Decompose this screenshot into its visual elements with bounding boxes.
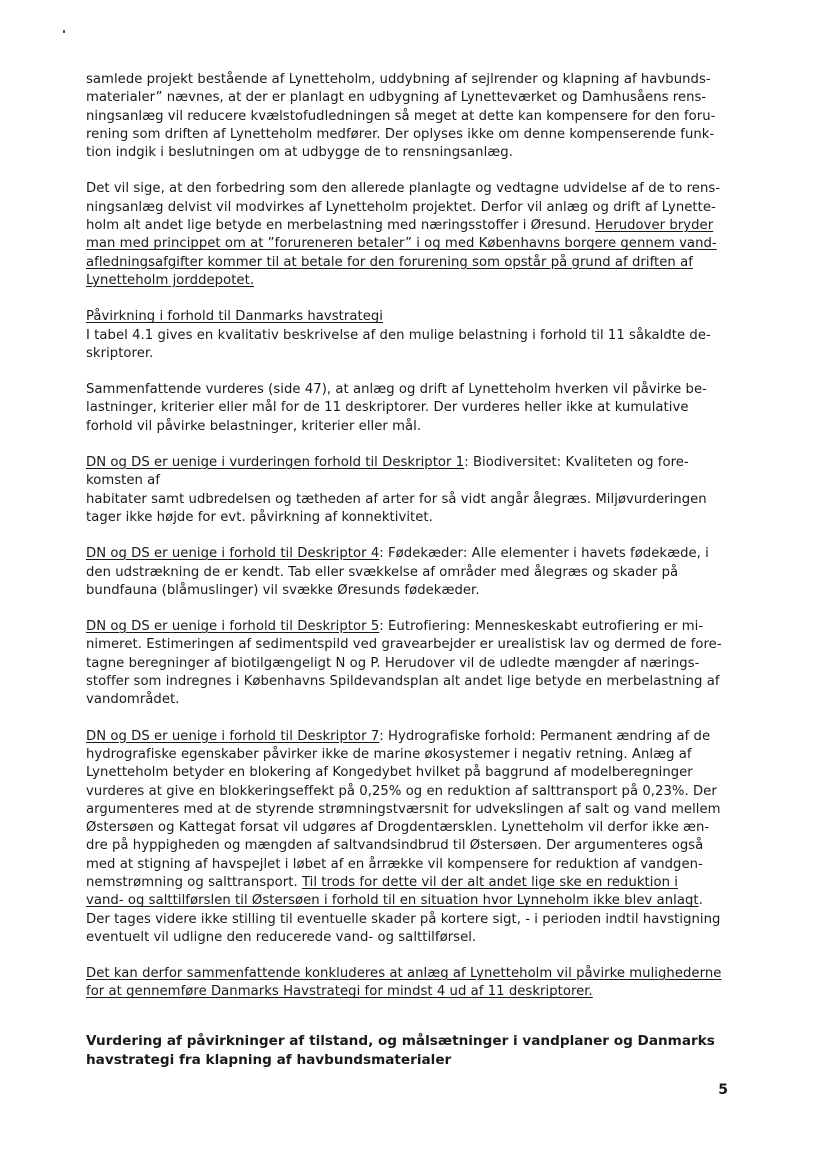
text-line [86, 254, 732, 272]
text-line [86, 819, 732, 837]
scan-speck [63, 30, 65, 33]
text-segment: den udstrækning de er kendt. Tab eller svækkelse af områder med ålegræs og skader på [86, 564, 679, 580]
text-segment: lastninger, kriterier eller mål for de 11 deskriptorer. Der vurderes heller ikke at kumulative [86, 400, 689, 416]
text-line [86, 691, 732, 709]
text-segment: dre på hyppigheden og mængden af saltvandsindbrud til Østersøen. Der argumenteres også [86, 838, 704, 854]
text-line [86, 199, 732, 217]
underlined-text: Herudover bryder [595, 218, 714, 234]
text-line [86, 509, 732, 527]
text-line [86, 180, 732, 198]
underlined-text: DN og DS er uenige i forhold til Deskriptor 4 [86, 546, 380, 562]
text-segment: : Fødekæder: Alle elementer i havets fødekæde, i [379, 546, 709, 562]
text-line [86, 108, 732, 126]
underlined-text: afledningsafgifter kommer til at betale for den forurening som opstår på grund af driften af [86, 254, 693, 270]
text-line [86, 327, 732, 345]
text-segment: : Biodiversitet: Kvaliteten og fore- [464, 455, 689, 471]
text-segment: Sammenfattende vurderes (side 47), at anlæg og drift af Lynetteholm hverken vil påvirke be- [86, 382, 707, 398]
text-segment: skriptorer. [86, 345, 154, 361]
text-line [86, 874, 732, 892]
paragraph [86, 454, 732, 527]
text-segment: vurderes at give en blokkeringseffekt på 0,25% og en reduktion af salttransport på 0,23%. Der [86, 783, 717, 799]
text-line [86, 235, 732, 253]
paragraph [86, 618, 732, 709]
text-line [86, 345, 732, 363]
text-line [86, 783, 732, 801]
section-heading [86, 1032, 732, 1070]
text-line [86, 454, 732, 472]
text-line [86, 618, 732, 636]
text-line [86, 89, 732, 107]
text-segment: ningsanlæg delvist vil modvirkes af Lynetteholm projektet. Derfor vil anlæg og drift af Lynette- [86, 199, 716, 215]
text-segment: tagne beregninger af biotilgængeligt N og P. Herudover vil de udledte mængder af nærings- [86, 655, 700, 671]
section-heading-line-1: Vurdering af påvirkninger af tilstand, og målsætninger i vandplaner og Danmarks [86, 1032, 715, 1049]
text-line [86, 673, 732, 691]
text-line [86, 126, 732, 144]
text-line [86, 965, 732, 983]
text-line [86, 837, 732, 855]
text-segment: . [698, 893, 703, 909]
page-number: 5 [718, 1082, 728, 1098]
text-line [86, 71, 732, 89]
text-line [86, 399, 732, 417]
text-segment: med at stigning af havspejlet i løbet af en årrække vil kompensere for reduktion af vandgen- [86, 856, 703, 872]
text-line [86, 418, 732, 436]
text-segment: : Hydrografiske forhold: Permanent ændring af de [379, 728, 711, 744]
underlined-text: Til trods for dette vil der alt andet lige ske en reduktion i [301, 874, 678, 890]
paragraph [86, 965, 732, 1002]
paragraph [86, 728, 732, 948]
text-segment: Lynetteholm betyder en blokering af Kongedybet hvilket på baggrund af modelberegninger [86, 765, 693, 781]
text-line [86, 655, 732, 673]
text-segment: stoffer som indregnes i Københavns Spildevandsplan alt andet lige betyde en merbelastning af [86, 674, 720, 690]
text-segment: eventuelt vil udligne den reducerede vand- og salttilførsel. [86, 929, 477, 945]
text-segment: rening som driften af Lynetteholm medfører. Der oplyses ikke om denne kompenserende funk- [86, 126, 715, 142]
text-segment: nimeret. Estimeringen af sedimentspild ved gravearbejder er urealistisk lav og dermed de fore- [86, 637, 722, 653]
underlined-text: man med princippet om at ”forureneren betaler” i og med Københavns borgere gennem vand- [86, 236, 717, 252]
text-line [86, 545, 732, 563]
paragraph [86, 71, 732, 162]
text-segment: vandområdet. [86, 692, 180, 708]
underlined-text: Lynetteholm jorddepotet. [86, 272, 255, 288]
text-segment: Der tages videre ikke stilling til eventuelle skader på kortere sigt, - i perioden indtil havstigning [86, 911, 721, 927]
text-segment: tion indgik i beslutningen om at udbygge de to rensningsanlæg. [86, 145, 513, 161]
underlined-text: DN og DS er uenige i forhold til Deskriptor 7 [86, 728, 380, 744]
text-segment: komsten af [86, 473, 161, 489]
underlined-text: for at gennemføre Danmarks Havstrategi for mindst 4 ud af 11 deskriptorer. [86, 984, 593, 1000]
text-segment: materialer” nævnes, at der er planlagt en udbygning af Lynetteværket og Damhusåens rens- [86, 90, 707, 106]
text-line [86, 983, 732, 1001]
underlined-text: Påvirkning i forhold til Danmarks havstrategi [86, 309, 384, 325]
text-line [86, 746, 732, 764]
text-line [86, 472, 732, 490]
text-line [86, 381, 732, 399]
text-line [86, 892, 732, 910]
text-line [86, 582, 732, 600]
text-segment: argumenteres med at de styrende strømningstværsnit for udvekslingen af salt og vand mellem [86, 801, 721, 817]
paragraph [86, 545, 732, 600]
text-line [86, 728, 732, 746]
text-line [86, 217, 732, 235]
text-segment: hydrografiske egenskaber påvirker ikke de marine økosystemer i negativ retning. Anlæg af [86, 746, 692, 762]
text-segment: I tabel 4.1 gives en kvalitativ beskrivelse af den mulige belastning i forhold til 11 såkaldte de- [86, 327, 711, 343]
document-page [86, 71, 732, 1070]
text-line [86, 491, 732, 509]
text-line [86, 564, 732, 582]
text-line [86, 911, 732, 929]
paragraph [86, 308, 732, 363]
text-line [86, 801, 732, 819]
paragraph [86, 180, 732, 290]
text-line [86, 764, 732, 782]
underlined-text: DN og DS er uenige i forhold til Deskriptor 5 [86, 619, 380, 635]
text-segment: ningsanlæg vil reducere kvælstofudledningen så meget at dette kan kompensere for den foru- [86, 108, 716, 124]
text-segment: habitater samt udbredelsen og tætheden af arter for så vidt angår ålegræs. Miljøvurderingen [86, 491, 707, 507]
text-segment: nemstrømning og salttransport. [86, 874, 302, 890]
underlined-text: Det kan derfor sammenfattende konkluderes at anlæg af Lynetteholm vil påvirke mulighederne [86, 966, 722, 982]
text-segment: holm alt andet lige betyde en merbelastning med næringsstoffer i Øresund. [86, 218, 596, 234]
body-text [86, 71, 732, 1002]
text-line [86, 308, 732, 326]
text-line [86, 144, 732, 162]
text-segment: Østersøen og Kattegat forsat vil udgøres af Drogdentærsklen. Lynetteholm vil derfor ikke æn- [86, 820, 710, 836]
text-line [86, 929, 732, 947]
text-segment: bundfauna (blåmuslinger) vil svække Øresunds fødekæder. [86, 582, 480, 598]
text-segment: forhold vil påvirke belastninger, kriterier eller mål. [86, 418, 422, 434]
text-segment: tager ikke højde for evt. påvirkning af konnektivitet. [86, 509, 433, 525]
underlined-text: DN og DS er uenige i vurderingen forhold til Deskriptor 1 [86, 455, 465, 471]
underlined-text: vand- og salttilførslen til Østersøen i forhold til en situation hvor Lynneholm ikke blev anlagt [86, 893, 699, 909]
text-segment: Det vil sige, at den forbedring som den allerede planlagte og vedtagne udvidelse af de to rens- [86, 181, 721, 197]
text-segment: : Eutrofiering: Menneskeskabt eutrofiering er mi- [379, 619, 704, 635]
section-heading-line-2: havstrategi fra klapning af havbundsmaterialer [86, 1051, 452, 1068]
text-segment: samlede projekt bestående af Lynetteholm, uddybning af sejlrender og klapning af havbunds- [86, 72, 711, 87]
text-line [86, 636, 732, 654]
text-line [86, 272, 732, 290]
text-line [86, 856, 732, 874]
paragraph [86, 381, 732, 436]
